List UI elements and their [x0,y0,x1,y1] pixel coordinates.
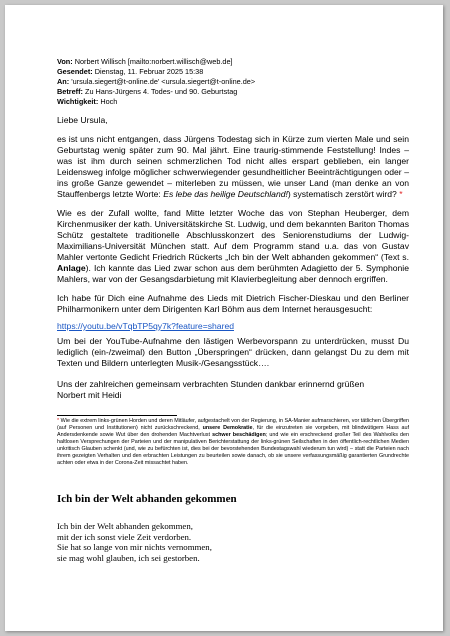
email-header [57,57,409,107]
footnote-bold-2: schwer beschädigen [212,432,266,438]
subject-line [57,87,409,97]
poem-line: sie mag wohl glauben, ich sei gestorben. [57,552,200,563]
poem-stanza [57,521,409,563]
salutation: Liebe Ursula, [57,115,108,125]
paragraph-1-text: es ist uns nicht entgangen, dass Jürgens Todestag sich in Kürze zum vierten Male und sein Geburtstag wenig später zum 90. Mal jährt. Eine traurig-stimmende Feststellung! Indes – was ist ihm durch seinen schmerzlichen Tod nicht alles erspart geblieben, ein langer Leidensweg infolge möglicher schwerwiegender gesundheitlicher Beeinträchtigungen oder – ins große Ganze gewendet – miterleben zu müssen, wie unser Land (man denke an von Stauffenbergs letzte Worte: [57,134,409,199]
paragraph-2-text: Wie es der Zufall wollte, fand Mitte letzter Woche das von Stephan Heuberger, dem Kirchenmusiker der kath. Universitätskirche St. Ludwig, und dem bekannten Bariton Thomas Schütz gestaltete traditionelle Abschlusskonzert des Seniorenstudiums der Ludwig-Maximilians-Universität München statt. Auf dem Programm stand u.a. das von Gustav Mahler vertonte Gedicht Friedrich Rückerts „Ich bin der Welt abhanden gekommen“ (Text s. [57,208,409,262]
paragraph-2-end: ). Ich kannte das Lied zwar schon aus dem berühmten Adagietto der 5. Symphonie Mahlers, war von der Gesangsdarbietung mit Klavierbegleitung aber dennoch ergriffen. [57,263,409,284]
footnote-bold-1: unsere Demokratie [202,425,253,431]
subject-value: Zu Hans-Jürgens 4. Todes- und 90. Geburtstag [84,87,238,96]
document-page [5,5,443,631]
to-value: 'ursula.siegert@t-online.de' <ursula.siegert@t-online.de> [71,77,256,86]
from-label: Von: [57,57,73,66]
paragraph-2 [57,208,409,285]
attachment-reference: Anlage [57,263,86,273]
sent-value: Dienstag, 11. Februar 2025 15:38 [94,67,204,76]
sent-label: Gesendet: [57,67,93,76]
closing-line: Uns der zahlreichen gemeinsam verbrachten Stunden dankbar erinnernd grüßen [57,379,365,389]
footnote-star: * [57,418,60,424]
importance-value: Hoch [100,97,118,106]
from-line [57,57,409,67]
sent-line [57,67,409,77]
paragraph-3: Ich habe für Dich eine Aufnahme des Lieds mit Dietrich Fischer-Dieskau und den Berliner Philharmonikern unter dem Dirigenten Karl Böhm aus dem Internet herausgesucht: [57,293,409,314]
footnote [57,418,409,467]
footnote-text-2: , für die einzutreten sie vorgeben, mit blindwütigem Hass auf Andersdenkende sowie Wut über den drohenden Machtverlust [57,425,409,438]
paragraph-1-end: ) systematisch zerstört wird? [287,189,397,199]
to-line [57,77,409,87]
footnote-divider [57,415,177,416]
footnote-text-1: Wie die extrem links-grünen Horden und deren Mitläufer, aufgestachelt von der Regierung, in SA-Manier aufmarschieren, vor tätlichen Übergriffen (auf Personen und Institutionen) nicht zurückschreckend, [57,418,409,431]
from-value: Norbert Willisch [mailto:norbert.willisch@web.de] [74,57,233,66]
poem-title: Ich bin der Welt abhanden gekommen [57,493,237,505]
importance-line [57,97,409,107]
paragraph-4: Um bei der YouTube-Aufnahme den lästigen Werbevorspann zu unterdrücken, musst Du lediglich (ein-/zweimal) den Button „Überspringen“ drücken, dann gelangst Du zu dem mit Texten und Bildern unterlegten Musik-/Gesangsstück…. [57,336,409,368]
stauffenberg-quote: Es lebe das heilige Deutschland! [163,189,288,199]
signature: Norbert mit Heidi [57,390,122,400]
poem-line: mit der ich sonst viele Zeit verdorben. [57,531,192,542]
importance-label: Wichtigkeit: [57,97,99,106]
paragraph-1 [57,134,409,200]
subject-label: Betreff: [57,87,83,96]
poem-line: Sie hat so lange von mir nichts vernommen, [57,542,212,552]
poem-line: Ich bin der Welt abhanden gekommen, [57,521,193,531]
footnote-text-3: ; und wie ein erschreckend großer Teil des Wahlvolks den haltlosen Versprechungen der Parteien und der manipulativen Berichterstattung der links-grünen Seilschaften in den öffentlich-rechtlichen Medien unkritisch Glauben schenkt (und, wie zu befürchten ist, dies bei der bevorstehenden Bundestagswahl wiederum tun wird) – statt die Parteien nach ihrem gezeigten Verhalten und den erbrachten Leistungen zu beurteilen sowie danach, ob sie unsere verfassungsmäßig garantierten Grundrechte achten oder etwa in der Corona-Zeit missachtet haben. [57,432,410,466]
youtube-link[interactable]: https://youtu.be/vTqbTP5qy7k?feature=shared [57,321,234,331]
to-label: An: [57,77,70,86]
footnote-marker: * [399,189,403,199]
email-content [57,57,409,563]
